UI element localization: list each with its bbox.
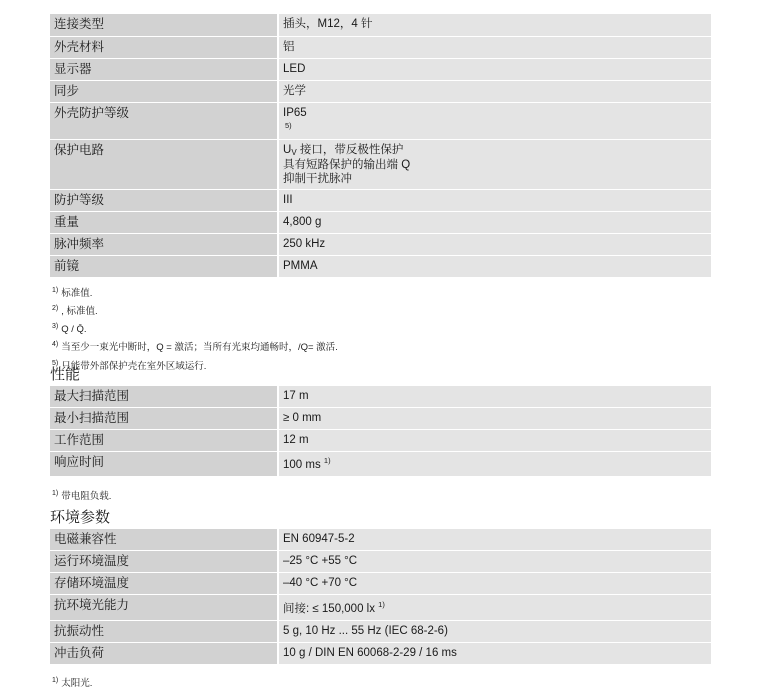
- footnotes-performance: [52, 486, 111, 504]
- footnote: $^{1)}$ 太阳光.: [52, 677, 93, 690]
- row-label: 前镜: [50, 256, 277, 277]
- row-label: 冲击负荷: [50, 643, 277, 664]
- table-row: [50, 102, 711, 139]
- row-value: 光学: [277, 81, 711, 102]
- row-value: LED: [277, 59, 711, 80]
- table-row: [50, 572, 711, 594]
- row-label: 工作范围: [50, 430, 277, 451]
- table-row: [50, 529, 711, 550]
- table-row: [50, 139, 711, 189]
- row-value: 5 g, 10 Hz ... 55 Hz (IEC 68-2-6): [277, 621, 711, 642]
- footnote: $^{1)}$ 带电阻负载.: [52, 490, 112, 503]
- row-value: 间接: ≤ 150,000 lx: [283, 603, 375, 615]
- table-row: [50, 550, 711, 572]
- row-value: –25 °C +55 °C: [277, 551, 711, 572]
- section-title-environment: 环境参数: [50, 508, 111, 526]
- row-label: 响应时间: [50, 452, 277, 476]
- row-value: 17 m: [277, 386, 711, 407]
- row-label: 运行环境温度: [50, 551, 277, 572]
- table-row: [50, 386, 711, 407]
- row-value: 10 g / DIN EN 60068-2-29 / 16 ms: [277, 643, 711, 664]
- footnote: $^{5)}$ 只能带外部保护壳在室外区域运行.: [52, 359, 207, 372]
- table-row: [50, 451, 711, 476]
- spec-table-general: [50, 14, 711, 277]
- row-label: 存储环境温度: [50, 573, 277, 594]
- footnote: $^{2)}$ , 标准值.: [52, 305, 98, 318]
- section-title-performance: 性能: [50, 365, 81, 383]
- row-value: III: [277, 190, 711, 211]
- subscript: V: [291, 148, 297, 157]
- row-value: PMMA: [277, 256, 711, 277]
- row-value: EN 60947-5-2: [277, 529, 711, 550]
- footnote: $^{4)}$ 当至少一束光中断时，Q = 激活；当所有光束均通畅时，/Q= 激活.: [52, 341, 338, 354]
- table-row: [50, 58, 711, 80]
- row-value: 100 ms: [283, 459, 321, 471]
- row-label: 电磁兼容性: [50, 529, 277, 550]
- table-row: [50, 189, 711, 211]
- row-label: 最小扫描范围: [50, 408, 277, 429]
- table-row: [50, 233, 711, 255]
- protection-line-1: UV 接口，带反极性保护: [283, 144, 404, 157]
- row-value: 12 m: [277, 430, 711, 451]
- row-label: 最大扫描范围: [50, 386, 277, 407]
- row-label: 同步: [50, 81, 277, 102]
- row-label: 重量: [50, 212, 277, 233]
- table-row: [50, 407, 711, 429]
- row-value: 250 kHz: [277, 234, 711, 255]
- row-value: 铝: [277, 37, 711, 58]
- table-row: [50, 14, 711, 36]
- table-row: [50, 594, 711, 620]
- protection-line-3: 抑制干扰脉冲: [283, 173, 352, 185]
- row-value: ≥ 0 mm: [277, 408, 711, 429]
- row-label: 防护等级: [50, 190, 277, 211]
- row-label: 外壳防护等级: [50, 103, 277, 139]
- table-row: [50, 211, 711, 233]
- spec-table-performance: [50, 386, 711, 476]
- footnote-ref: 5): [285, 121, 292, 130]
- footnote-ref: 1): [323, 456, 331, 466]
- row-value: 4,800 g: [277, 212, 711, 233]
- row-value: IP65: [283, 107, 307, 119]
- protection-line-2: 具有短路保护的输出端 Q: [283, 159, 411, 171]
- row-value-cell: [277, 103, 711, 139]
- footnote: $^{3)}$ Q / Q̄.: [52, 323, 87, 336]
- row-label: 抗振动性: [50, 621, 277, 642]
- table-row: [50, 429, 711, 451]
- table-row: [50, 255, 711, 277]
- footnotes-environment: [52, 673, 92, 691]
- table-row: [50, 620, 711, 642]
- spec-table-environment: [50, 529, 711, 664]
- row-value: –40 °C +70 °C: [277, 573, 711, 594]
- row-label: 连接类型: [50, 14, 277, 36]
- footnote: $^{1)}$ 标准值.: [52, 287, 93, 300]
- row-label: 外壳材料: [50, 37, 277, 58]
- row-value-cell: [277, 595, 711, 620]
- row-label: 显示器: [50, 59, 277, 80]
- table-row: [50, 642, 711, 664]
- row-value-cell: [277, 452, 711, 476]
- row-label: 保护电路: [50, 140, 277, 189]
- footnote-ref: 1): [378, 600, 385, 610]
- table-row: [50, 80, 711, 102]
- row-value-cell: [277, 140, 711, 189]
- table-row: [50, 36, 711, 58]
- footnotes-general: [52, 283, 338, 374]
- row-label: 脉冲频率: [50, 234, 277, 255]
- row-value: 插头，M12，4 针: [277, 14, 711, 36]
- row-label: 抗环境光能力: [50, 595, 277, 620]
